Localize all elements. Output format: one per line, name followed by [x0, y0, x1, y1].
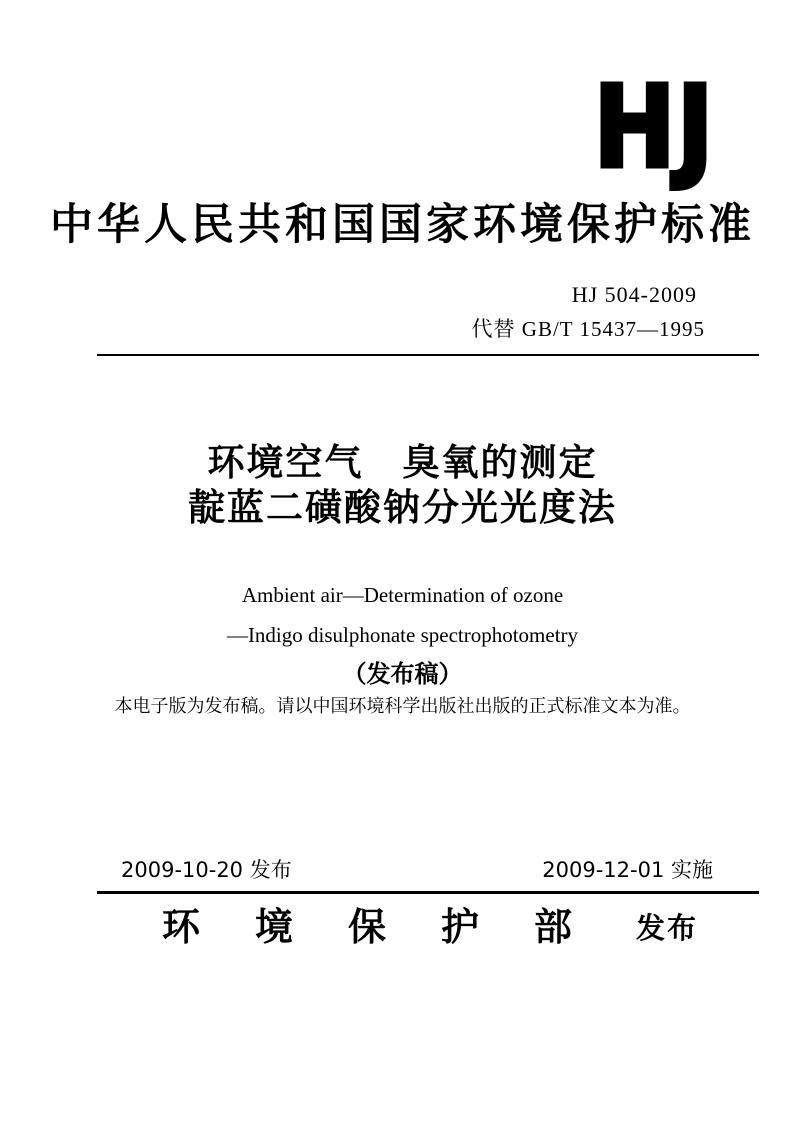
- supersedes-note: 代替 GB/T 15437—1995: [471, 317, 705, 341]
- standard-number: HJ 504-2009: [571, 282, 697, 307]
- implementation-date-line: [542, 859, 713, 882]
- ministry-name: 环境保护部: [162, 907, 628, 949]
- hj-logo: HJ: [593, 63, 715, 193]
- electronic-version-disclaimer: 本电子版为发布稿。请以中国环境科学出版社出版的正式标准文本为准。: [114, 696, 691, 716]
- title-cn-line2: 靛蓝二磺酸钠分光光度法: [188, 486, 617, 529]
- standard-heading: 中华人民共和国国家环境保护标准: [50, 202, 755, 249]
- publish-label: 发布: [636, 913, 699, 945]
- implementation-date: 2009-12-01: [542, 858, 665, 882]
- issue-date-line: [121, 859, 292, 882]
- release-draft-label: （发布稿）: [342, 660, 463, 688]
- title-en-line2: —Indigo disulphonate spectrophotometry: [226, 623, 579, 647]
- issue-date: 2009-10-20: [121, 858, 244, 882]
- issue-date-label: 发布: [249, 858, 292, 882]
- title-cn-line1: 环境空气 臭氧的测定: [207, 441, 598, 484]
- title-en-line1: Ambient air—Determination of ozone: [241, 583, 564, 607]
- implementation-date-label: 实施: [671, 858, 713, 882]
- bottom-divider: [97, 891, 759, 894]
- top-divider: [97, 354, 759, 356]
